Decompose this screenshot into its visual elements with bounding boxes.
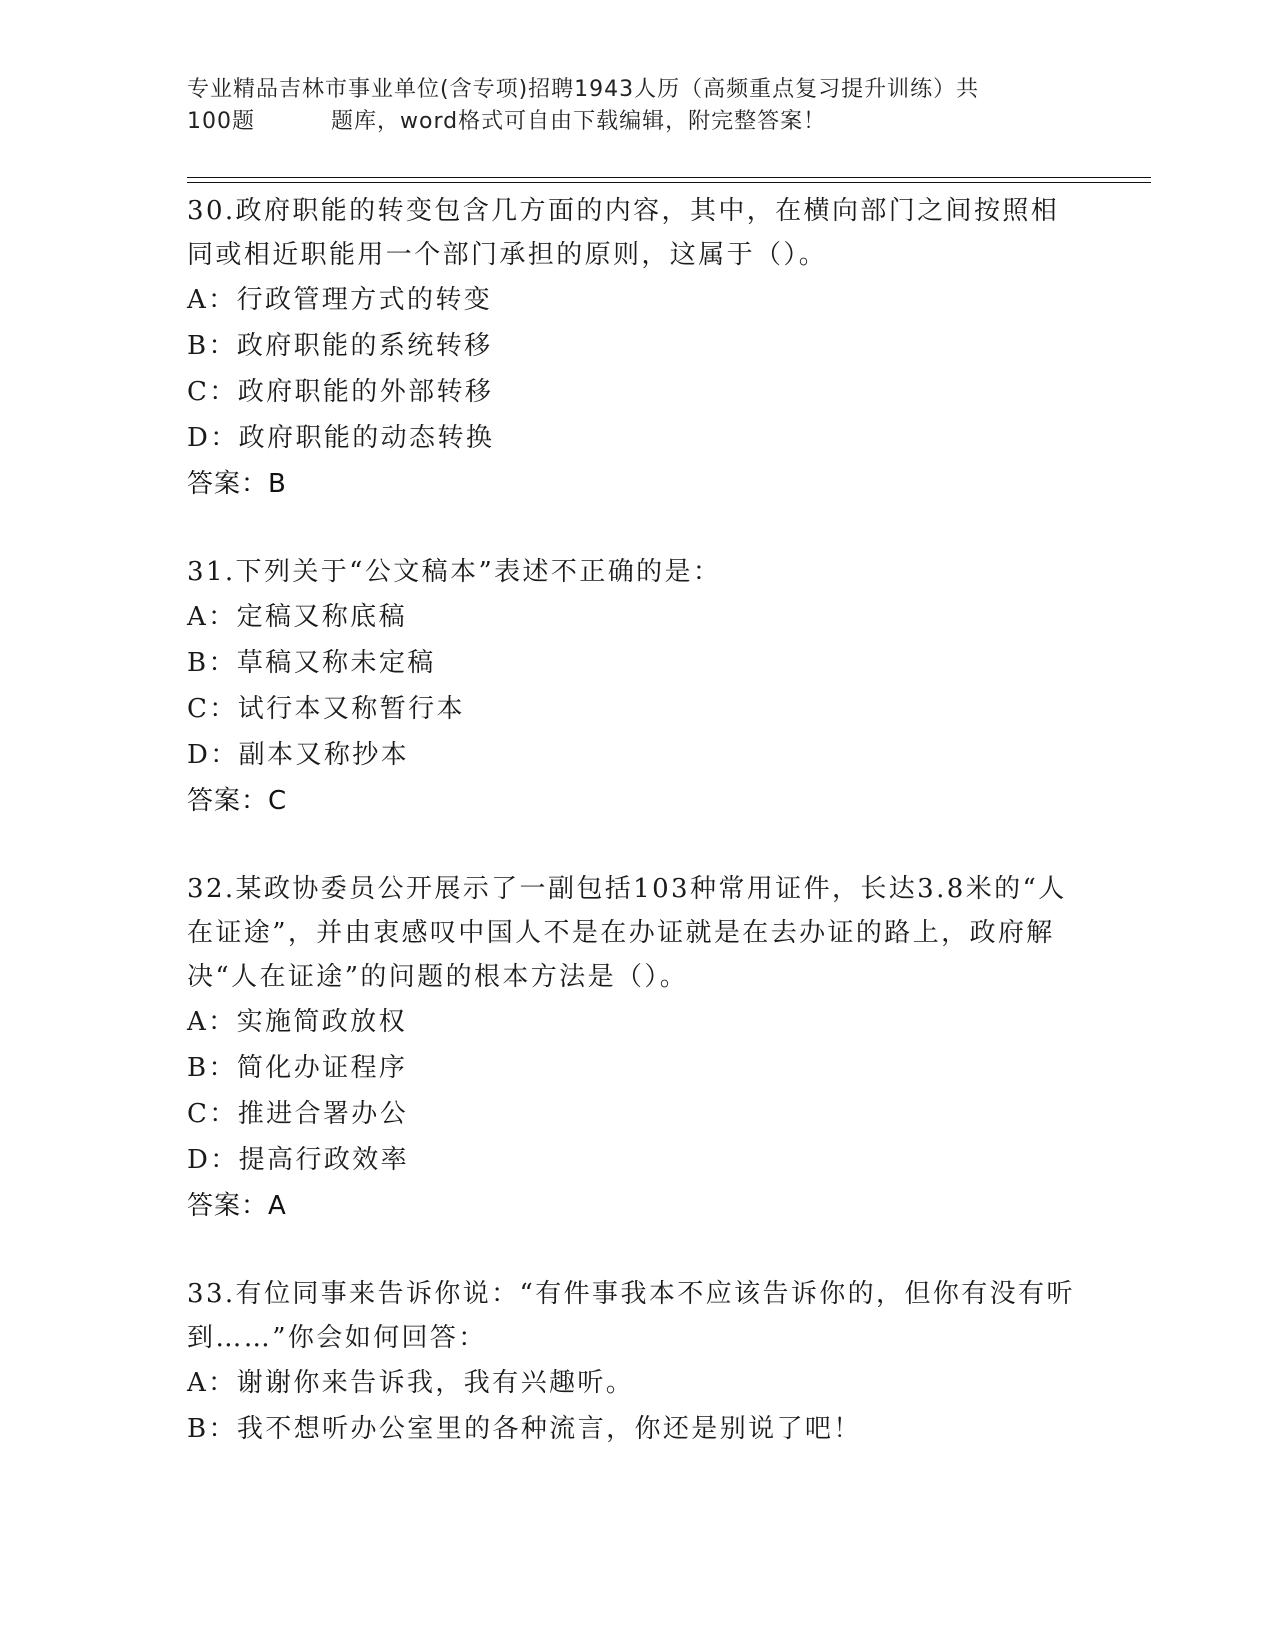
question-31	[187, 549, 1087, 824]
option-a: A：谢谢你来告诉我，我有兴趣听。	[187, 1368, 635, 1398]
question-text: 32.某政协委员公开展示了一副包括103种常用证件，长达3.8米的“人在证途”，并由衷感叹中国人不是在办证就是在去办证的路上，政府解决“人在证途”的问题的根本方法是（）。	[187, 874, 1067, 992]
option-b: B：政府职能的系统转移	[187, 331, 493, 361]
answer: 答案：C	[187, 786, 288, 816]
option-c: C：推进合署办公	[187, 1099, 409, 1129]
header-description: 题库，word格式可自由下载编辑，附完整答案！	[331, 109, 827, 134]
option-a: A：实施简政放权	[187, 1007, 407, 1037]
question-33	[187, 1271, 1087, 1452]
option-d: D：政府职能的动态转换	[187, 423, 495, 453]
option-d: D：提高行政效率	[187, 1145, 410, 1175]
option-b: B：草稿又称未定稿	[187, 648, 436, 678]
option-d: D：副本又称抄本	[187, 740, 410, 770]
option-a: A：定稿又称底稿	[187, 602, 407, 632]
option-c: C：试行本又称暂行本	[187, 694, 465, 724]
question-text: 33.有位同事来告诉你说：“有件事我本不应该告诉你的，但你有没有听到……”你会如何回答：	[187, 1279, 1075, 1353]
question-list	[187, 188, 1087, 1452]
header-line-2	[187, 106, 1067, 138]
header-question-count: 100题	[187, 109, 255, 134]
option-b: B：我不想听办公室里的各种流言，你还是别说了吧！	[187, 1414, 862, 1444]
answer: 答案：A	[187, 1191, 287, 1221]
option-a: A：行政管理方式的转变	[187, 285, 493, 315]
question-30	[187, 188, 1087, 507]
question-text: 31.下列关于“公文稿本”表述不正确的是：	[187, 557, 722, 587]
header-divider-top	[187, 177, 1151, 178]
option-b: B：简化办证程序	[187, 1053, 408, 1083]
option-c: C：政府职能的外部转移	[187, 377, 494, 407]
question-text: 30.政府职能的转变包含几方面的内容，其中，在横向部门之间按照相同或相近职能用一个部门承担的原则，这属于（）。	[187, 196, 1060, 270]
header-line-1: 专业精品吉林市事业单位(含专项)招聘1943人历（高频重点复习提升训练）共	[187, 77, 980, 102]
answer: 答案：B	[187, 469, 287, 499]
document-header	[187, 74, 1067, 138]
question-32	[187, 866, 1087, 1229]
header-divider-bottom	[187, 182, 1151, 183]
